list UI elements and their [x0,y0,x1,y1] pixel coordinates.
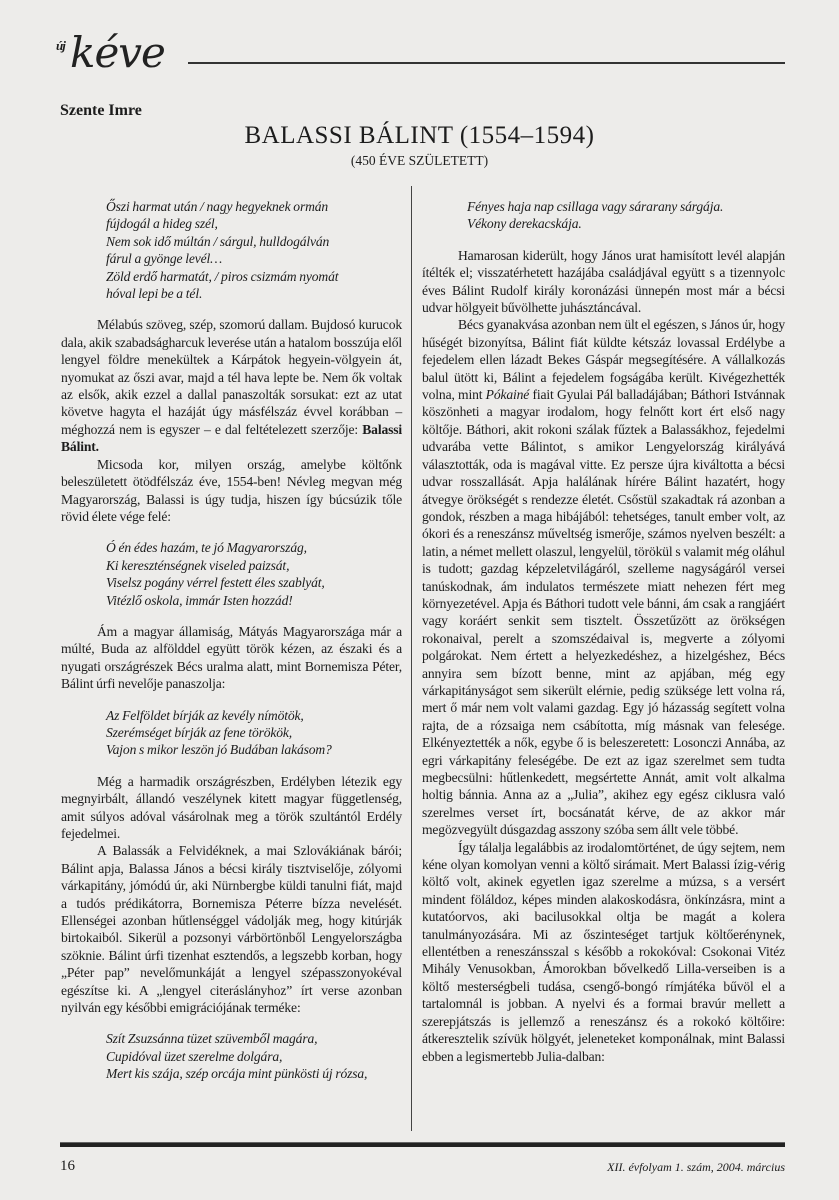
poem-line: Vékony derekacskája. [467,216,582,232]
italic-title: Pókainé [485,387,530,403]
paragraph: Micsoda kor, milyen ország, amelybe költőnk beleszületett ötödfélszáz éve, 1554-ben! Névleg megvan még Magyarország, Balassi is úgy tudja, hiszen így búcsúzik tőle rövid élete vége felé: [61,456,402,524]
poem-line: Mert kis szája, szép orcája mint pünkösti új rózsa, [106,1066,368,1082]
poem-line: Az Felföldet bírják az kevély nímötök, [106,707,304,723]
article-title: BALASSI BÁLINT (1554–1594) [244,122,595,149]
poem-line: Ki kereszténségnek viseled paizsát, [106,557,290,573]
poem-line: fújdogál a hideg szél, [106,216,218,232]
paragraph: A Balassák a Felvidéknek, a mai Szlovákiának bárói; Bálint apja, Balassa János a bécsi király tisztviselője, zólyomi várkapitány, jómódú úr, aki Nürnbergbe küldi tanulni fiát, majd a tudós prédikátorra, Bornemisza Péterre bízza nevelését. Ellenségei azonban hűtlenséggel vádolják meg, hogy kitúrják birtokaiból. Sikerül a pozsonyi várbörtönből Lengyelországba szöknie. Bálint úrfi tizenhat esztendős, a legszebb korban, hogy „Péter pap” nevelőmunkáját a lengyel szépasszonyokéval egészítse ki. A „lengyel citeráslányhoz” írt verse azonban nyilván egy későbbi emigrációjának terméke: [61,843,402,1016]
article-author: Szente Imre [60,102,142,119]
poem-line: Vitézlő oskola, immár Isten hozzád! [106,592,293,608]
paragraph: Még a harmadik országrészben, Erdélyben létezik egy megnyirbált, állandó veszélynek kitett magyar függetlenség, amit súlyos adóval vásárolnak meg a török szultántól Erdély fejedelmei. [61,773,402,841]
header-rule [188,62,785,64]
poem-line: Fényes haja nap csillaga vagy sárarany sárgája. [467,199,724,214]
paragraph: Hamarosan kiderült, hogy János urat hamisított levél alapján ítélték el; visszatérhetett hazájába családjával együtt s a tizennyolc éves Bálint Rudolf király koronázási ünnepén most már a bécsi udvar hölgyeit bűvölhette juhásztáncával. [422,247,785,316]
poem-line: Vajon s mikor leszön jó Budában lakásom? [106,742,332,758]
paragraph [61,316,402,455]
column-divider [411,186,412,1131]
poem-stanza [106,198,402,302]
logo-small-text: új [56,38,65,53]
logo-main-text: kéve [70,28,165,77]
paragraph-text: fiait Gyulai Pál balladájában; Báthori Istvánnak köszönheti a magyar irodalom, hogy felnőtt kort ért első nagy költője. Báthori, akit rokoni szálak fűztek a Balassákhoz, fejedelmi udvarába vette Bálintot, s amikor Lengyelország királyává választották, oda is magával vitte. Ez persze újra kiváltotta a bécsi udvar rosszallását. Apja halálának hírére Bálint hazatért, hogy átvegye örökségét s rendezze életét. Csőstül szakadtak rá azonban a gondok, részben a maga hibájából: tehetséges, tanult ember volt, az ókori és a reneszánsz műveltség ismerője, számos nyelven beszélt: a latin, a német mellett olaszul, lengyelül, törökül s valamit még oláhul is tudott; gazdag képzeletvilágáról, szelleme nagyságáról versei tanúskodnak, ám indulatos természete miatt nehezen fért meg környezetével. Apja és Báthori tudott vele bánni, ám csak a rangjáért vagy koráért senkit sem tisztelt. Összetűzött az örökségen rokonaival, perelt a szomszédaival is, megverte a zólyomi polgárokat. Nem értett a helyezkedéshez, a hizelgéshez, Bécs annyira sem bízott benne, mint az apjában, még egy várkapitányságot sem sikerült elérnie, pedig szüksége lett volna rá, mert ő már nem volt valami gazdag. Egy jó házasság segített volna rajta, de a rózsaiga nem csábította, míg másnak van felesége. Elkényeztették a nők, egybe ő is beleszeretett: Losonczi Annába, az egri várkapitány feleségébe. De ezt az igaz szerelmet sem tudta megbecsülni: hűtlenkedett, megsértette Annát, amit volt alkalma holtig bánnia. Anna az a „Julia”, akihez egy egész ciklusra való szerelmes verset írt, bocsánatát kérve, de az akkor már megözvegyült dúsgazdag asszony szóba sem állt vele többé. [422,387,785,838]
poem-line: Zöld erdő harmatát, / piros csizmám nyomát [106,268,339,284]
poem-stanza [106,539,402,609]
poem-line: Cupidóval üzet szerelme dolgára, [106,1048,283,1064]
page-number: 16 [60,1158,75,1174]
poem-line: Ó én édes hazám, te jó Magyarország, [106,540,307,556]
bold-name: Balassi Bálint. [61,421,402,455]
paragraph: Ám a magyar államiság, Mátyás Magyarországa már a múlté, Buda az alfölddel együtt török kézen, az északi és a nyugati országrészek Bécs uralma alatt, mint Bornemisza Péter, Bálint úrfi nevelője panaszolja: [61,623,402,692]
poem-line: Viselsz pogány vérrel festett éles szablyát, [106,575,325,591]
footer-rule [60,1142,785,1147]
magazine-logo [56,28,196,77]
poem-line: Nem sok idő múltán / sárgul, hulldogálván [106,233,330,249]
left-column [61,198,402,1097]
poem-line: hóval lepi be a tél. [106,286,203,302]
paragraph: Így tálalja legalábbis az irodalomtörténet, de úgy sejtem, nem kéne olyan komolyan venni a költő sirámait. Mert Balassi ízig-vérig költő volt, akinek egyetlen igaz szerelme a múzsa, s a versért mindent föláldoz, képes minden alakoskodásra, önkínzásra, mint a kutatóorvos, aki bacilusokkal oltja be magát a kolera tanulmányozására. Mi az őszinteséget tartjuk költőerénynek, ellentétben a reneszánsszal s később a rokokóval: Csokonai Vitéz Mihály Venusokban, Ámorokban bővelkedő Lilla-verseiben is a költő mesterségbeli tudása, csengő-bongó rímjátéka bűvöl el a tartalomnál is jobban. A nyelvi és a formai bravúr mellett a szerepjátszás is jellemző a reneszánsz és a rokokó költőire: átkeresztelik szívük hölgyét, jeleneteket komponálnak, mint Balassi ebben a legismertebb Julia-dalban: [422,839,785,1064]
poem-stanza [106,707,402,759]
poem-line: Őszi harmat után / nagy hegyeknek ormán [106,199,329,214]
poem-line: Szít Zsuzsánna tüzet szüvemből magára, [106,1031,318,1047]
paragraph-text: Mélabús szöveg, szép, szomorú dallam. Bujdosó kurucok dala, akik szabadságharcuk leverése után a hatalom bosszúja elől lengyel földre menekültek a Kárpátok hegyein-völgyein át, nyomukat az őszi avar, majd a tél hava lepte be. Nem ők voltak az elsők, akik ezzel a dallal panaszolták sorsukat: ezt az utat követve hagyta el hazáját úgy másfélszáz évvel korábban – méghozzá nem is egyszer – e dal feltételezett szerzője: [61,317,402,437]
poem-line: fárul a gyönge levél… [106,251,223,267]
paragraph-text: Bécs gyanakvása azonban nem ült el egészen, s János úr, hogy hűségét bizonyítsa, Bálint fiát küldte kétszáz lovassal Erdélybe a fejedelem ellen lázadt Bekes Gáspár megsegítésére. A vállalkozás balul ütött ki, Bálint a fejedelem fogságába került. Kivégezhették volna, mint [422,317,785,403]
poem-stanza [106,1030,402,1082]
right-column [422,198,785,1065]
paragraph [422,316,785,838]
poem-stanza [467,198,785,233]
poem-line: Szerémséget bírják az fene törökök, [106,724,293,740]
issue-info: XII. évfolyam 1. szám, 2004. március [607,1160,785,1174]
article-subtitle: (450 ÉVE SZÜLETETT) [350,153,489,168]
